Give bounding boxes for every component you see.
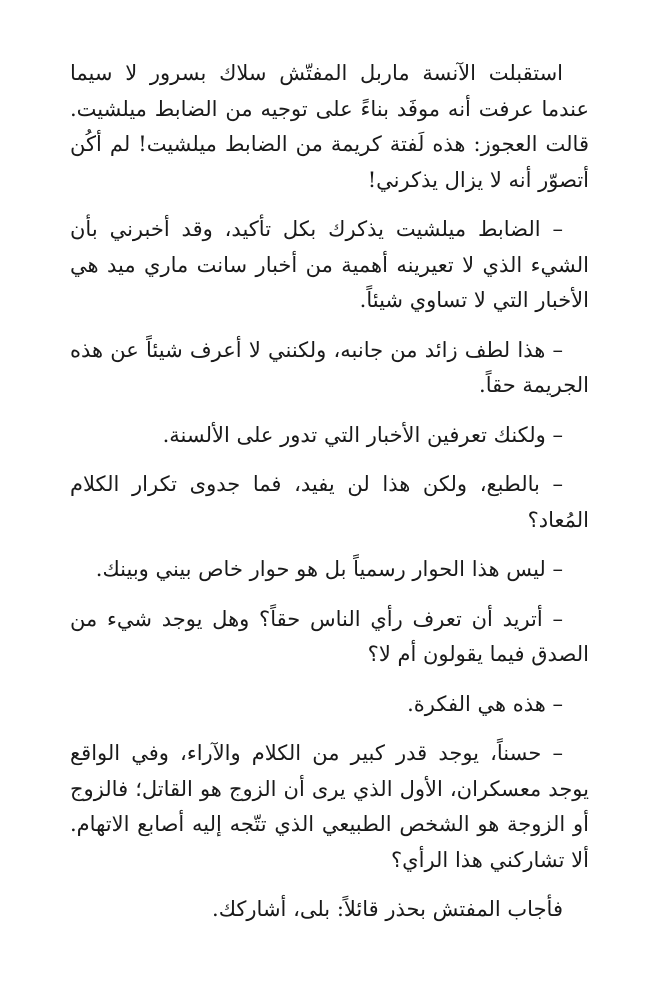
book-page: [70, 56, 589, 980]
paragraph-3: – هذا لطف زائد من جانبه، ولكنني لا أعرف شيئاً عن هذه الجريمة حقاً.: [70, 337, 589, 397]
paragraph-4: – ولكنك تعرفين الأخبار التي تدور على الألسنة.: [162, 422, 563, 447]
paragraph-5: – بالطبع، ولكن هذا لن يفيد، فما جدوى تكرار الكلام المُعاد؟: [70, 472, 589, 532]
paragraph-6: – ليس هذا الحوار رسمياً بل هو حوار خاص بيني وبينك.: [95, 557, 563, 581]
paragraph-7: – أتريد أن تعرف رأي الناس حقاً؟ وهل يوجد شيء من الصدق فيما يقولون أم لا؟: [70, 606, 589, 666]
paragraph-10: فأجاب المفتش بحذر قائلاً: بلى، أشاركك.: [212, 897, 563, 921]
paragraph-1: استقبلت الآنسة ماربل المفتّش سلاك بسرور لا سيما عندما عرفت أنه موفَد بناءً على توجيه من الضابط ميلشيت. قالت العجوز: هذه لَفتة كريمة من الضابط ميلشيت! لم أكُن أتصوّر أنه لا يزال يذكرني!: [70, 61, 589, 192]
paragraph-2: – الضابط ميلشيت يذكرك بكل تأكيد، وقد أخبرني بأن الشيء الذي لا تعيرينه أهمية من أخبار سانت ماري ميد هي الأخبار التي لا تساوي شيئاً.: [70, 217, 589, 312]
paragraph-8: – هذه هي الفكرة.: [407, 691, 563, 716]
paragraph-9: – حسناً، يوجد قدر كبير من الكلام والآراء، وفي الواقع يوجد معسكران، الأول الذي يرى أن الزوج هو القاتل؛ فالزوج أو الزوجة هو الشخص الطبيعي الذي تتّجه إليه أصابع الاتهام. ألا تشاركني هذا الرأي؟: [70, 741, 589, 872]
